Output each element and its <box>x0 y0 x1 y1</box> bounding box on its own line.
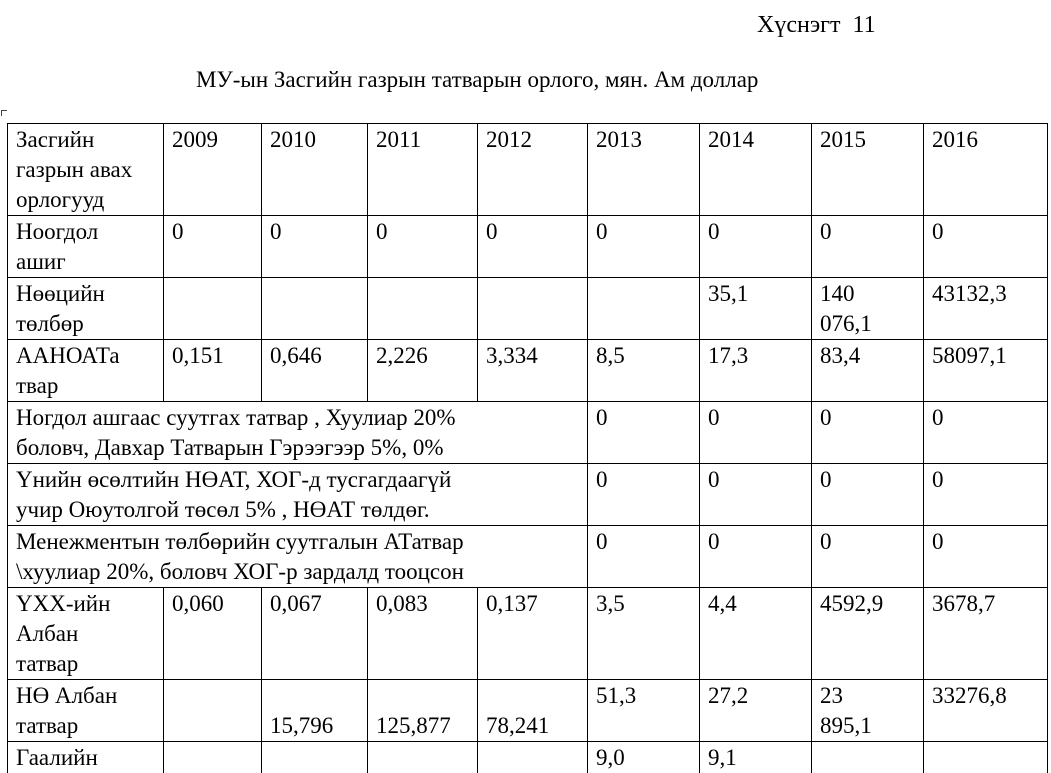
value-cell: 9,0 <box>588 742 700 773</box>
value-cell <box>164 278 262 340</box>
value-cell: 0 <box>812 402 924 464</box>
value-cell: 0 <box>924 402 1048 464</box>
value-cell: 27,2 <box>700 680 812 742</box>
value-cell: 0 <box>588 402 700 464</box>
value-cell <box>164 742 262 773</box>
value-cell <box>262 742 368 773</box>
header-year-cell: 2014 <box>700 124 812 216</box>
header-year-cell: 2012 <box>478 124 588 216</box>
table-row <box>8 464 1048 526</box>
value-cell: 3678,7 <box>924 588 1048 680</box>
table-row <box>8 680 1048 742</box>
table-anchor-mark <box>1 110 7 116</box>
row-label-cell: Менежментын төлбөрийн суутгалын АТатвар \хуулиар 20%, боловч ХОГ-р зардалд тооцсон <box>8 526 588 588</box>
header-year-cell: 2013 <box>588 124 700 216</box>
value-cell <box>368 278 478 340</box>
table-row <box>8 588 1048 680</box>
value-cell: 0,646 <box>262 340 368 402</box>
table-number-label: Хүснэгт 11 <box>757 10 876 40</box>
value-cell <box>478 278 588 340</box>
value-cell <box>164 680 262 742</box>
row-label-cell: ААНОАТа твар <box>8 340 164 402</box>
value-cell: 83,4 <box>812 340 924 402</box>
value-cell: 0 <box>700 464 812 526</box>
value-cell: 0,151 <box>164 340 262 402</box>
table-row <box>8 278 1048 340</box>
value-cell: 8,5 <box>588 340 700 402</box>
value-cell: 0 <box>588 526 700 588</box>
header-year-cell: 2009 <box>164 124 262 216</box>
value-cell: 23 895,1 <box>812 680 924 742</box>
value-cell: 43132,3 <box>924 278 1048 340</box>
value-cell: 33276,8 <box>924 680 1048 742</box>
table-title: МУ-ын Засгийн газрын татварын орлого, мян. Ам доллар <box>196 65 758 95</box>
value-cell: 0 <box>924 526 1048 588</box>
value-cell: 140 076,1 <box>812 278 924 340</box>
table-row <box>8 340 1048 402</box>
value-cell: 58097,1 <box>924 340 1048 402</box>
value-cell: 0 <box>924 464 1048 526</box>
value-cell <box>478 742 588 773</box>
value-cell: 3,334 <box>478 340 588 402</box>
value-cell: 0,060 <box>164 588 262 680</box>
value-cell: 51,3 <box>588 680 700 742</box>
value-cell: 3,5 <box>588 588 700 680</box>
row-label-cell: Үнийн өсөлтийн НӨАТ, ХОГ-д тусгагдаагүй учир Оюутолгой төсөл 5% , НӨАТ төлдөг. <box>8 464 588 526</box>
header-year-cell: 2011 <box>368 124 478 216</box>
value-cell: 9,1 <box>700 742 812 773</box>
value-cell <box>588 278 700 340</box>
value-cell: 0 <box>262 216 368 278</box>
value-cell: 4592,9 <box>812 588 924 680</box>
header-year-cell: 2016 <box>924 124 1048 216</box>
value-cell: 0 <box>812 526 924 588</box>
table-row <box>8 402 1048 464</box>
table-row <box>8 526 1048 588</box>
row-label-cell: ҮХХ-ийн Албан татвар <box>8 588 164 680</box>
row-label-cell: НӨ Албан татвар <box>8 680 164 742</box>
value-cell: 2,226 <box>368 340 478 402</box>
value-cell <box>262 278 368 340</box>
header-year-cell: 2015 <box>812 124 924 216</box>
header-year-cell: 2010 <box>262 124 368 216</box>
value-cell: 35,1 <box>700 278 812 340</box>
value-cell: 125,877 <box>368 680 478 742</box>
value-cell: 0,137 <box>478 588 588 680</box>
value-cell: 0 <box>478 216 588 278</box>
value-cell: 17,3 <box>700 340 812 402</box>
value-cell: 0 <box>700 216 812 278</box>
header-row <box>8 124 1048 216</box>
value-cell <box>924 742 1048 773</box>
value-cell: 0 <box>588 216 700 278</box>
value-cell: 15,796 <box>262 680 368 742</box>
row-label-cell: Ногдол ашгаас суутгах татвар , Хуулиар 20% боловч, Давхар Татварын Гэрээгээр 5%, 0% <box>8 402 588 464</box>
value-cell: 0 <box>588 464 700 526</box>
value-cell: 0,067 <box>262 588 368 680</box>
value-cell: 0 <box>164 216 262 278</box>
value-cell: 0 <box>700 402 812 464</box>
value-cell <box>368 742 478 773</box>
value-cell: 0 <box>368 216 478 278</box>
value-cell: 0 <box>700 526 812 588</box>
row-label-cell: Ноогдол ашиг <box>8 216 164 278</box>
table-row <box>8 216 1048 278</box>
header-label-cell: Засгийн газрын авах орлогууд <box>8 124 164 216</box>
revenue-table <box>7 123 1048 773</box>
value-cell: 0 <box>812 464 924 526</box>
value-cell: 78,241 <box>478 680 588 742</box>
value-cell: 0 <box>924 216 1048 278</box>
row-label-cell: Нөөцийн төлбөр <box>8 278 164 340</box>
value-cell: 0 <box>812 216 924 278</box>
value-cell: 4,4 <box>700 588 812 680</box>
table-row <box>8 742 1048 773</box>
value-cell: 0,083 <box>368 588 478 680</box>
value-cell <box>812 742 924 773</box>
row-label-cell: Гаалийн <box>8 742 164 773</box>
